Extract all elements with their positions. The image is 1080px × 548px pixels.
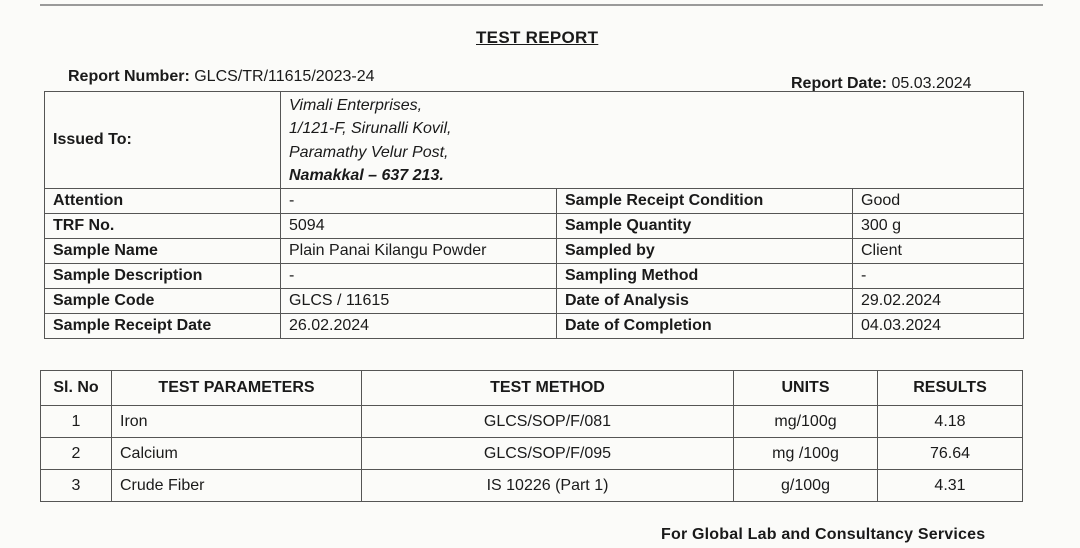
header-results: RESULTS	[878, 371, 1023, 406]
info-label: Sample Code	[45, 289, 281, 314]
cell-method: GLCS/SOP/F/095	[362, 438, 734, 470]
info-value: 29.02.2024	[853, 289, 1024, 314]
header-sl-no: Sl. No	[41, 371, 112, 406]
info-label: Sample Receipt Date	[45, 314, 281, 339]
cell-method: IS 10226 (Part 1)	[362, 470, 734, 502]
info-row	[45, 289, 1024, 314]
cell-parameter: Iron	[112, 406, 362, 438]
cell-result: 76.64	[878, 438, 1023, 470]
issued-to-label: Issued To:	[45, 92, 281, 189]
cell-sl-no: 3	[41, 470, 112, 502]
header-test-parameters: TEST PARAMETERS	[112, 371, 362, 406]
report-date-value: 05.03.2024	[891, 75, 972, 92]
info-value: Plain Panai Kilangu Powder	[281, 239, 557, 264]
address-line: 1/121-F, Sirunalli Kovil,	[289, 120, 452, 137]
results-table	[40, 370, 1023, 502]
info-label: Sample Name	[45, 239, 281, 264]
address-line: Namakkal – 637 213.	[289, 167, 444, 184]
cell-parameter: Calcium	[112, 438, 362, 470]
cell-units: mg /100g	[734, 438, 878, 470]
cell-sl-no: 2	[41, 438, 112, 470]
info-label: Attention	[45, 189, 281, 214]
table-row	[41, 438, 1023, 470]
info-row	[45, 214, 1024, 239]
info-value: Good	[853, 189, 1024, 214]
info-value: -	[281, 264, 557, 289]
report-number-label: Report Number:	[68, 68, 190, 85]
info-label: Sample Description	[45, 264, 281, 289]
info-value: 26.02.2024	[281, 314, 557, 339]
issued-to-address	[281, 92, 1024, 189]
cell-result: 4.31	[878, 470, 1023, 502]
cell-units: g/100g	[734, 470, 878, 502]
cell-result: 4.18	[878, 406, 1023, 438]
info-value: 04.03.2024	[853, 314, 1024, 339]
cell-method: GLCS/SOP/F/081	[362, 406, 734, 438]
info-value: 300 g	[853, 214, 1024, 239]
report-date-label: Report Date:	[791, 75, 888, 92]
info-label: Date of Completion	[557, 314, 853, 339]
report-number	[68, 68, 375, 86]
info-row	[45, 239, 1024, 264]
info-row	[45, 314, 1024, 339]
header-test-method: TEST METHOD	[362, 371, 734, 406]
info-label: Sample Receipt Condition	[557, 189, 853, 214]
info-value: -	[853, 264, 1024, 289]
address-line: Vimali Enterprises,	[289, 96, 423, 114]
info-value: 5094	[281, 214, 557, 239]
info-value: Client	[853, 239, 1024, 264]
sample-info-table	[44, 91, 1024, 339]
info-row	[45, 189, 1024, 214]
report-number-value: GLCS/TR/11615/2023-24	[194, 68, 375, 85]
info-label: TRF No.	[45, 214, 281, 239]
top-rule	[40, 4, 1043, 6]
table-row	[41, 406, 1023, 438]
table-row	[41, 470, 1023, 502]
address-line: Paramathy Velur Post,	[289, 143, 449, 161]
cell-units: mg/100g	[734, 406, 878, 438]
header-units: UNITS	[734, 371, 878, 406]
info-label: Sampling Method	[557, 264, 853, 289]
cell-sl-no: 1	[41, 406, 112, 438]
cell-parameter: Crude Fiber	[112, 470, 362, 502]
info-label: Sampled by	[557, 239, 853, 264]
results-header-row	[41, 371, 1023, 406]
issued-to-row	[45, 92, 1024, 189]
info-row	[45, 264, 1024, 289]
info-label: Date of Analysis	[557, 289, 853, 314]
info-label: Sample Quantity	[557, 214, 853, 239]
info-value: -	[281, 189, 557, 214]
info-value: GLCS / 11615	[281, 289, 557, 314]
report-title: TEST REPORT	[476, 28, 599, 47]
signoff-text: For Global Lab and Consultancy Services	[661, 526, 986, 543]
